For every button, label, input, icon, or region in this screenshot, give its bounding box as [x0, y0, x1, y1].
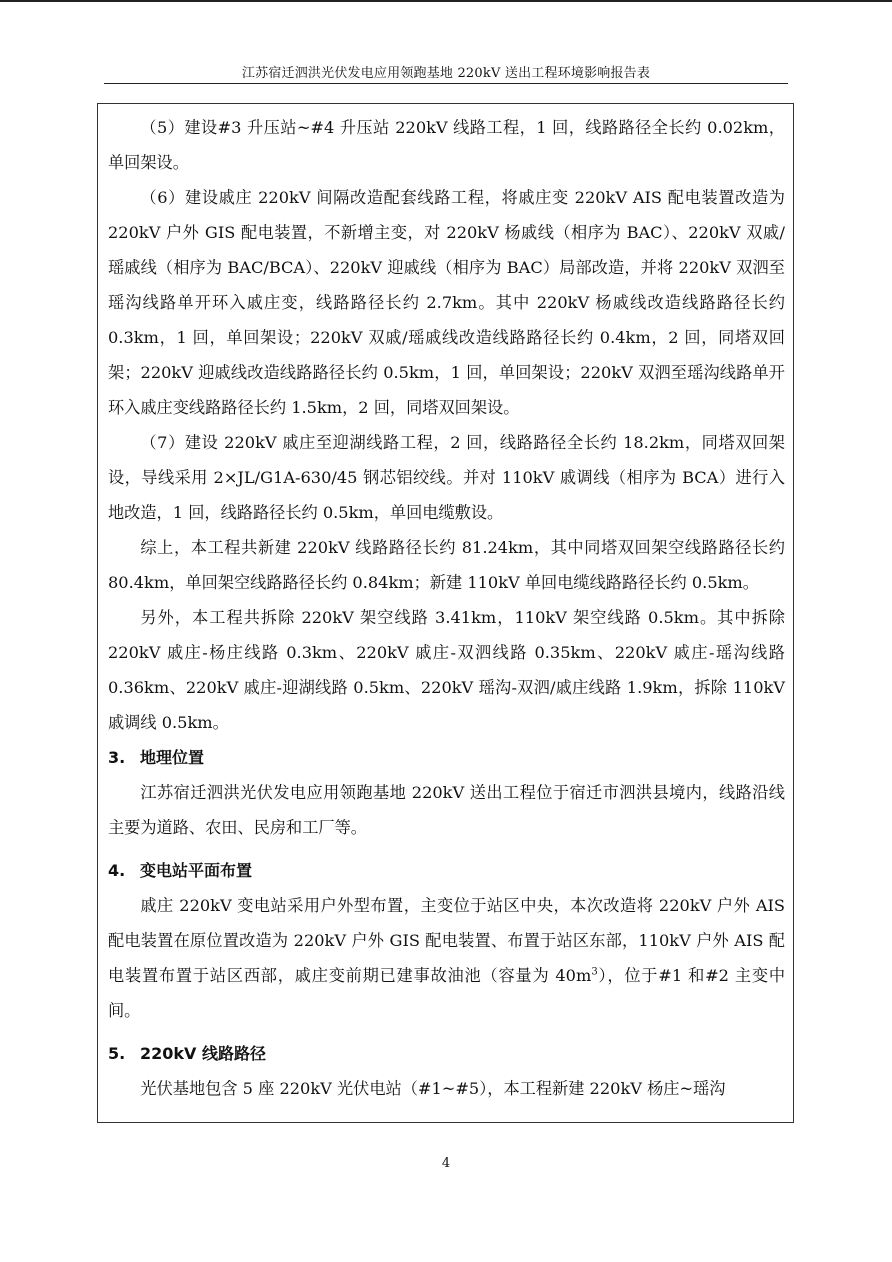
- section-number: 3.: [108, 748, 126, 767]
- paragraph-summary: 综上，本工程共新建 220kV 线路路径长约 81.24km，其中同塔双回架空线路路径长约 80.4km，单回架空线路路径长约 0.84km；新建 110kV 单回电缆线路路径长约 0.5km。: [108, 538, 785, 592]
- layout-text-part2: ），位于#1 和#2 主变中间。: [108, 966, 786, 1020]
- section-gap: [108, 1028, 785, 1036]
- section-heading-substation-layout: [108, 853, 785, 888]
- paragraph-item-5: （5）建设#3 升压站~#4 升压站 220kV 线路工程，1 回，线路路径全长约 0.02km，单回架设。: [108, 118, 785, 172]
- superscript-3: 3: [591, 966, 598, 978]
- report-table-cell: [97, 103, 794, 1123]
- section-number: 4.: [108, 861, 126, 880]
- layout-text-part1: 戚庄 220kV 变电站采用户外型布置，主变位于站区中央，本次改造将 220kV 户外 AIS 配电装置在原位置改造为 220kV 户外 GIS 配电装置、布置于站区东部，110kV 户外 AIS 配电装置布置于站区西部，戚庄变前期已建事故油池（容量为 40m: [108, 896, 785, 985]
- paragraph-item-7: （7）建设 220kV 戚庄至迎湖线路工程，2 回，线路路径全长约 18.2km，同塔双回架设，导线采用 2×JL/G1A-630/45 钢芯铝绞线。并对 110kV 戚调线（相序为 BCA）进行入地改造，1 回，线路路径长约 0.5km，单回电缆敷设。: [108, 433, 785, 522]
- section-heading-line-route: [108, 1036, 785, 1071]
- section-gap: [108, 845, 785, 853]
- header-rule: [104, 83, 788, 84]
- section-title: 地理位置: [140, 748, 205, 767]
- document-header-title: 江苏宿迁泗洪光伏发电应用领跑基地 220kV 送出工程环境影响报告表: [241, 66, 651, 81]
- paragraph-demolition: 另外，本工程共拆除 220kV 架空线路 3.41km，110kV 架空线路 0.5km。其中拆除 220kV 戚庄-杨庄线路 0.3km、220kV 戚庄-双泗线路 0.35km、220kV 戚庄-瑶沟线路 0.36km、220kV 戚庄-迎湖线路 0.5km、220kV 瑶沟-双泗/戚庄线路 1.9km，拆除 110kV 戚调线 0.5km。: [108, 608, 785, 732]
- page-number: 4: [441, 1156, 451, 1171]
- section-title: 220kV 线路路径: [140, 1044, 266, 1063]
- section-number: 5.: [108, 1044, 126, 1063]
- section-title: 变电站平面布置: [140, 861, 253, 880]
- page-top-border: [0, 0, 892, 2]
- paragraph-substation-layout: [108, 888, 785, 1028]
- paragraph-geography: 江苏宿迁泗洪光伏发电应用领跑基地 220kV 送出工程位于宿迁市泗洪县境内，线路沿线主要为道路、农田、民房和工厂等。: [108, 783, 785, 837]
- section-heading-geography: [108, 740, 785, 775]
- paragraph-line-route: 光伏基地包含 5 座 220kV 光伏电站（#1~#5），本工程新建 220kV 杨庄~瑶沟: [140, 1079, 726, 1098]
- paragraph-item-6: （6）建设戚庄 220kV 间隔改造配套线路工程，将戚庄变 220kV AIS 配电装置改造为 220kV 户外 GIS 配电装置，不新增主变，对 220kV 杨戚线（相序为 BAC）、220kV 双戚/瑶戚线（相序为 BAC/BCA）、220kV 迎戚线（相序为 BAC）局部改造，并将 220kV 双泗至瑶沟线路单开环入戚庄变，线路路径长约 2.7km。其中 220kV 杨戚线改造线路路径长约 0.3km，1 回，单回架设；220kV 双戚/瑶戚线改造线路路径长约 0.4km，2 回，同塔双回架；220kV 迎戚线改造线路路径长约 0.5km，1 回，单回架设；220kV 双泗至瑶沟线路单开环入戚庄变线路路径长约 1.5km，2 回，同塔双回架设。: [108, 188, 785, 417]
